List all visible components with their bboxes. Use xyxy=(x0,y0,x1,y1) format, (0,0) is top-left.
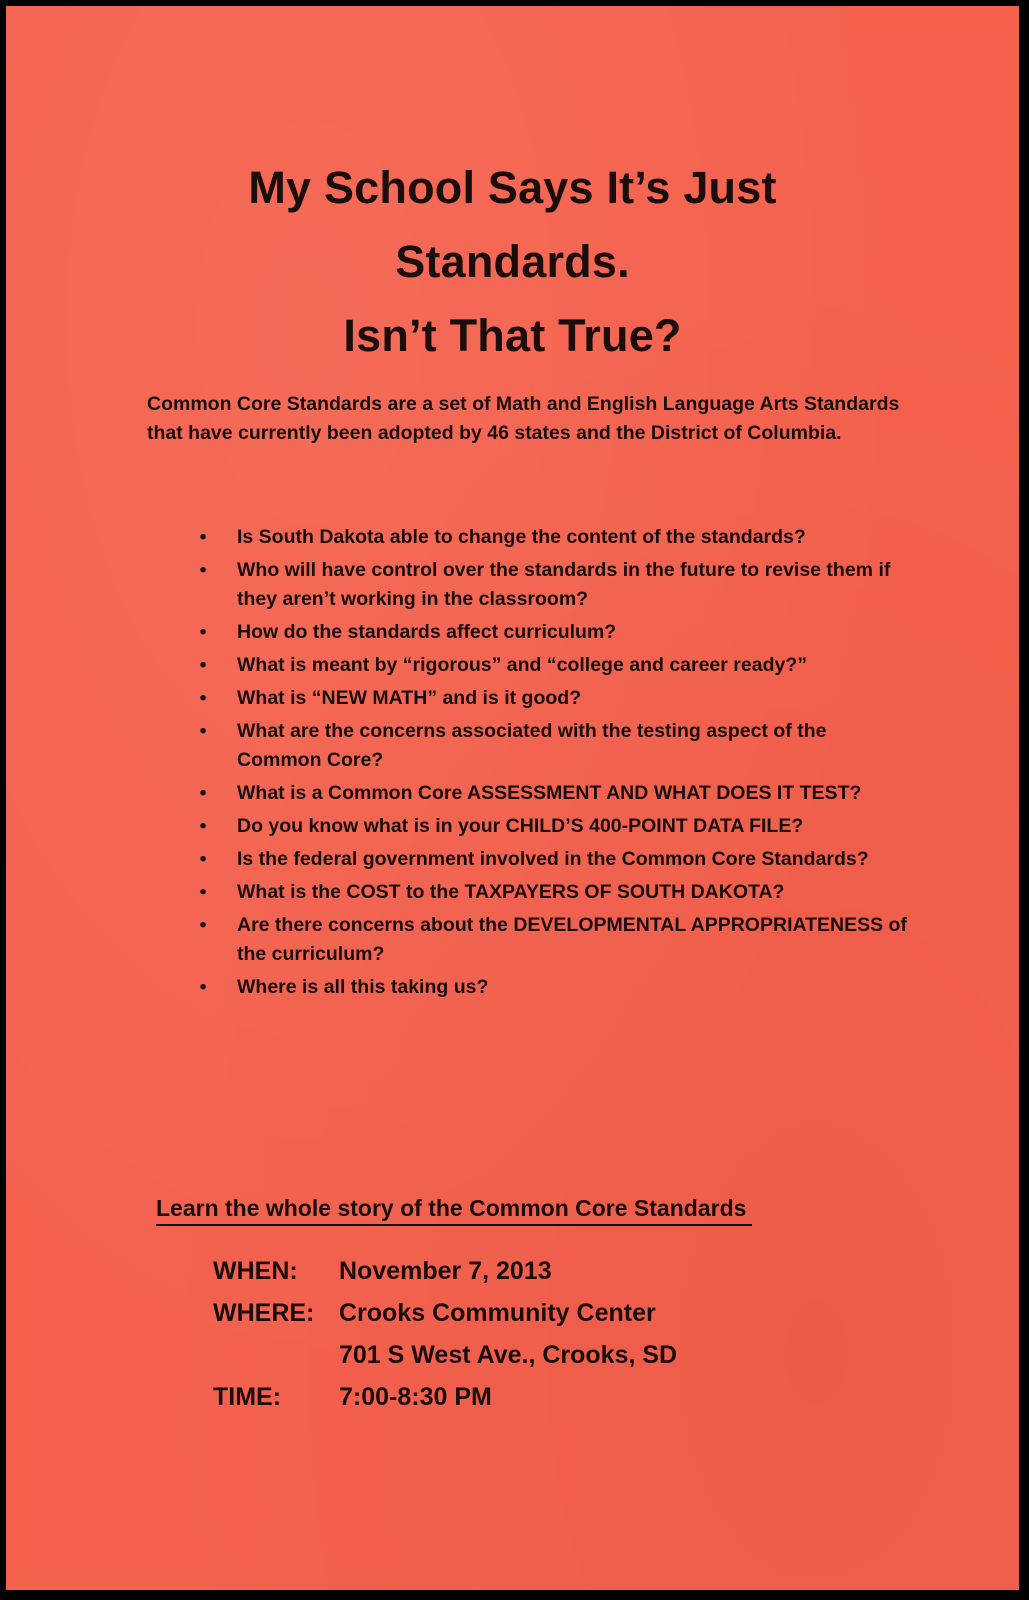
question-item xyxy=(193,845,913,874)
question-item xyxy=(193,717,913,775)
question-item xyxy=(193,556,913,614)
question-text: What is meant by “rigorous” and “college and career ready?” xyxy=(237,654,807,676)
question-item xyxy=(193,878,913,907)
bullet-icon: • xyxy=(199,881,207,903)
question-text: What are the concerns associated with the testing aspect of the Common Core? xyxy=(237,720,827,771)
bullet-icon: • xyxy=(199,914,207,936)
question-text: How do the standards affect curriculum? xyxy=(237,621,617,643)
question-text: Are there concerns about the DEVELOPMENTAL APPROPRIATENESS of the curriculum? xyxy=(237,914,907,965)
time-value: 7:00-8:30 PM xyxy=(339,1383,492,1411)
bullet-icon: • xyxy=(199,621,207,643)
question-item xyxy=(193,779,913,808)
question-text: What is “NEW MATH” and is it good? xyxy=(237,687,582,709)
bullet-icon: • xyxy=(199,559,207,581)
intro-paragraph: Common Core Standards are a set of Math and English Language Arts Standards that have currently been adopted by 46 states and the District of Columbia. xyxy=(147,393,900,444)
question-text: What is a Common Core ASSESSMENT AND WHAT DOES IT TEST? xyxy=(237,782,862,804)
where-label: WHERE: xyxy=(213,1299,315,1327)
learn-more-heading: Learn the whole story of the Common Core Standards xyxy=(156,1193,752,1226)
time-label: TIME: xyxy=(213,1383,282,1411)
bullet-icon: • xyxy=(199,976,207,998)
address-value: 701 S West Ave., Crooks, SD xyxy=(339,1341,678,1369)
question-item xyxy=(193,684,913,713)
bullet-icon: • xyxy=(199,526,207,548)
bullet-icon: • xyxy=(199,720,207,742)
flyer-title xyxy=(6,151,1019,373)
when-value: November 7, 2013 xyxy=(339,1257,552,1285)
question-text: Do you know what is in your CHILD’S 400-POINT DATA FILE? xyxy=(237,815,804,837)
question-text: Where is all this taking us? xyxy=(237,976,489,998)
flyer-sheet xyxy=(6,6,1019,1590)
bullet-icon: • xyxy=(199,848,207,870)
where-value: Crooks Community Center xyxy=(339,1299,656,1327)
question-item xyxy=(193,523,913,552)
bullet-icon: • xyxy=(199,687,207,709)
question-item xyxy=(193,911,913,969)
title-line-1: My School Says It’s Just xyxy=(248,162,777,213)
question-text: Is the federal government involved in the Common Core Standards? xyxy=(237,848,869,870)
question-item xyxy=(193,618,913,647)
bullet-icon: • xyxy=(199,654,207,676)
questions-list xyxy=(193,523,913,1006)
title-line-2: Standards. xyxy=(395,236,630,287)
title-line-3: Isn’t That True? xyxy=(343,310,682,361)
bullet-icon: • xyxy=(199,782,207,804)
question-text: What is the COST to the TAXPAYERS OF SOUTH DAKOTA? xyxy=(237,881,785,903)
question-item xyxy=(193,973,913,1002)
bullet-icon: • xyxy=(199,815,207,837)
question-text: Is South Dakota able to change the content of the standards? xyxy=(237,526,806,548)
question-item xyxy=(193,812,913,841)
question-item xyxy=(193,651,913,680)
when-label: WHEN: xyxy=(213,1257,298,1285)
question-text: Who will have control over the standards in the future to revise them if they aren’t working in the classroom? xyxy=(237,559,891,610)
